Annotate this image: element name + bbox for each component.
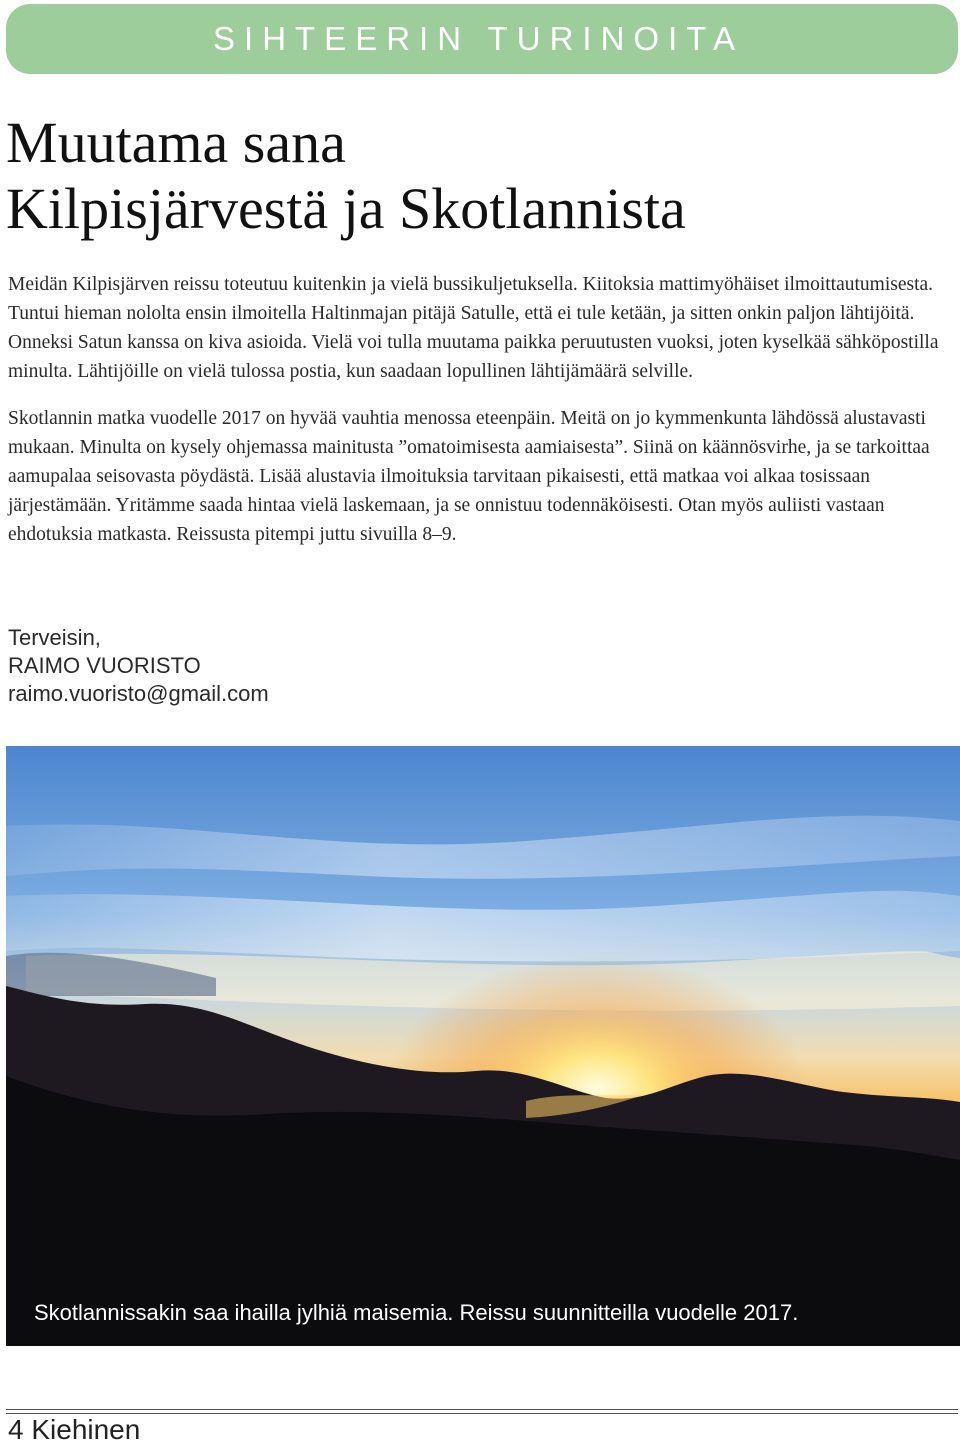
section-banner	[6, 4, 958, 74]
signature-name: RAIMO VUORISTO	[8, 653, 201, 678]
article-title-line-2: Kilpisjärvestä ja Skotlannista	[6, 176, 686, 241]
sunset-photo	[6, 746, 960, 1346]
footer-divider	[6, 1409, 958, 1414]
photo-caption: Skotlannissakin saa ihailla jylhiä maisemia. Reissu suunnitteilla vuodelle 2017.	[34, 1300, 799, 1325]
article-title	[6, 110, 686, 242]
article-body	[8, 270, 954, 567]
article-paragraph-1: Meidän Kilpisjärven reissu toteutuu kuitenkin ja vielä bussikuljetuksella. Kiitoksia mattimyöhäiset ilmoittautumisesta. Tuntui hieman nololta ensin ilmoitella Haltinmajan pitäjä Satulle, että ei tule ketään, ja sitten onkin paljon lähtijöitä. Onneksi Satun kanssa on kiva asioida. Vielä voi tulla muutama paikka peruutusten vuoksi, joten kyselkää sähköpostilla minulta. Lähtijöille on vielä tulossa postia, kun saadaan lopullinen lähtijämäärä selville.	[8, 274, 939, 382]
signature-email: raimo.vuoristo@gmail.com	[8, 681, 269, 706]
article-title-line-1: Muutama sana	[6, 110, 346, 175]
article-paragraph-2: Skotlannin matka vuodelle 2017 on hyvää vauhtia menossa eteenpäin. Meitä on jo kymmenkunta lähdössä alustavasti mukaan. Minulta on kysely ohjemassa mainitusta ”omatoimisesta aamiaisesta”. Siinä on käännösvirhe, ja se tarkoittaa aamupalaa seisovasta pöydästä. Lisää alustavia ilmoituksia tarvitaan pikaisesti, että matkaa voi alkaa tosissaan järjestämään. Yritämme saada hintaa vielä laskemaan, ja se onnistuu todennäköisesti. Otan myös auliisti vastaan ehdotuksia matkasta. Reissusta pitempi juttu sivuilla 8–9.	[8, 408, 930, 545]
sunset-landscape-image	[6, 746, 960, 1346]
signature-block	[8, 624, 269, 708]
page-footer-label: 4 Kiehinen	[8, 1414, 141, 1445]
signature-greeting: Terveisin,	[8, 625, 101, 650]
section-label: SIHTEERIN TURINOITA	[213, 20, 744, 57]
